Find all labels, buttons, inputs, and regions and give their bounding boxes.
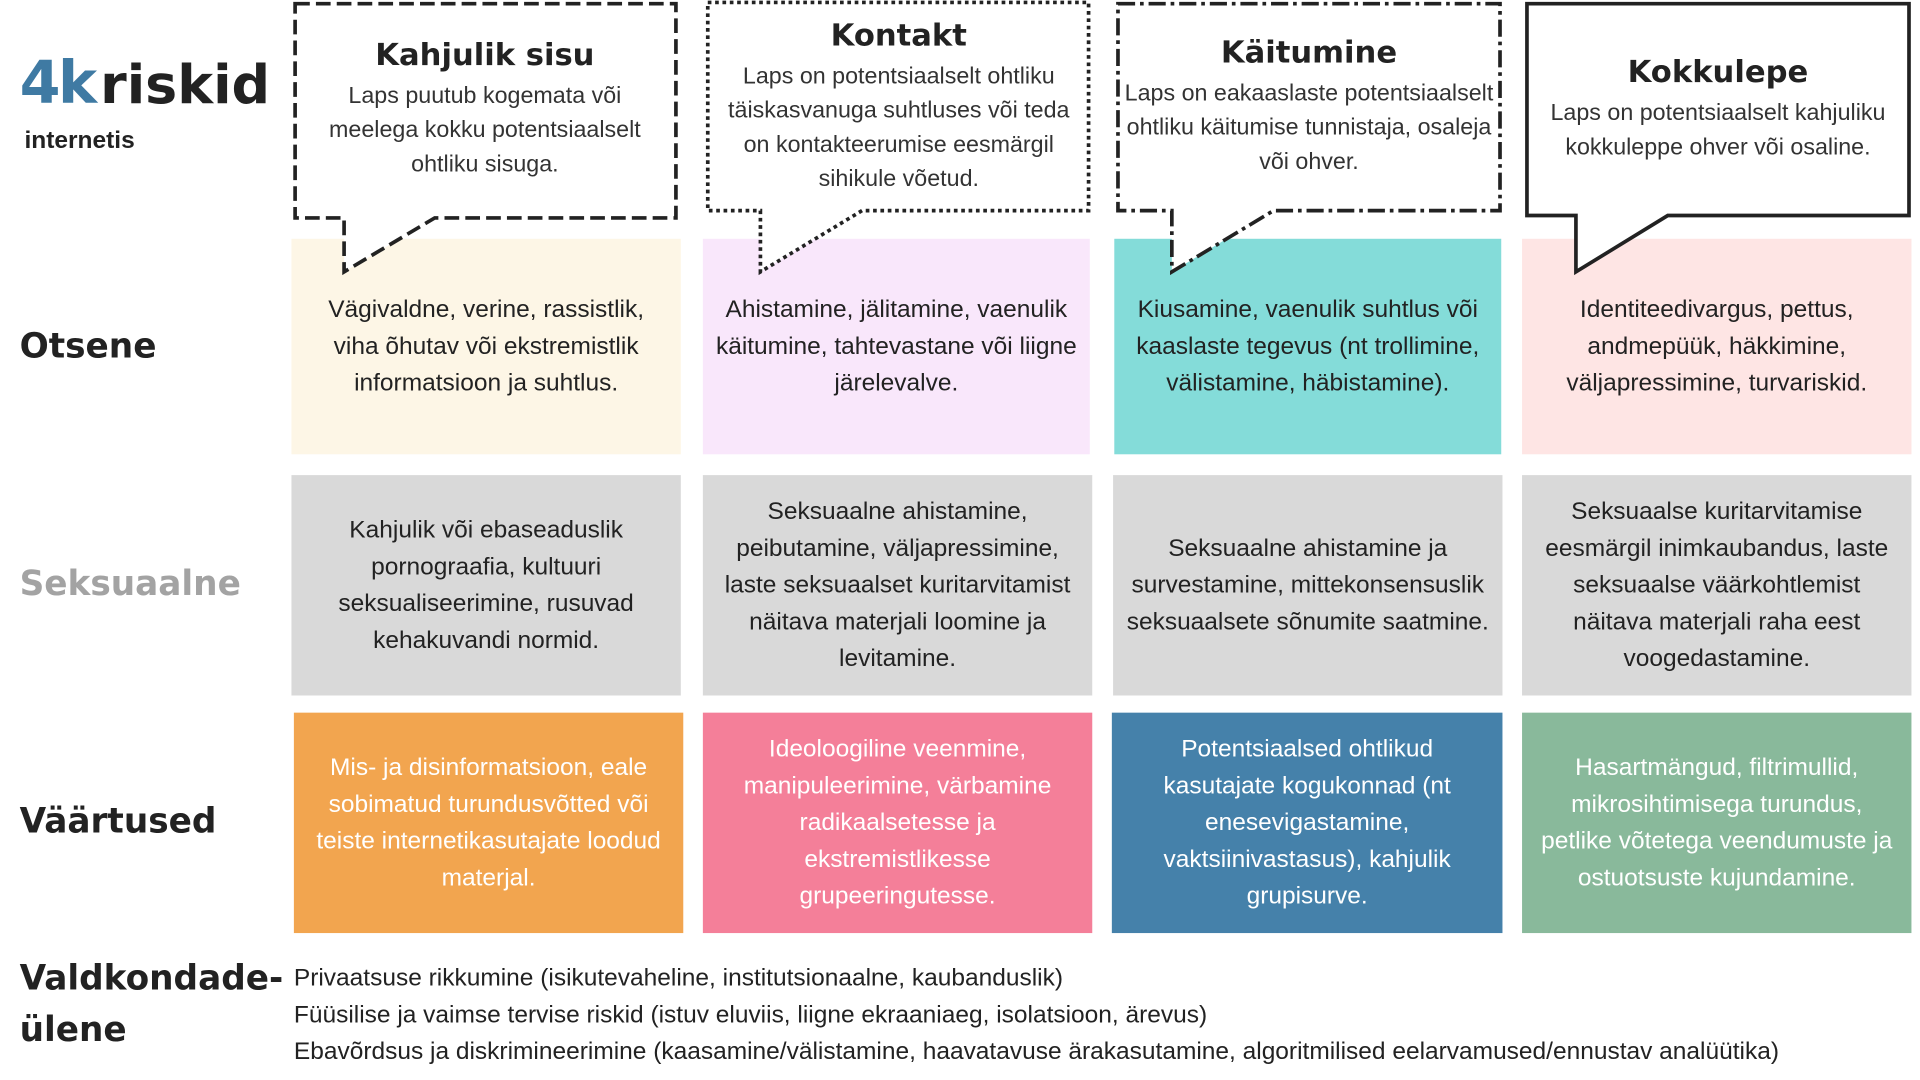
- logo-word: riskid: [100, 53, 271, 117]
- cell-values-contact: Ideoloogiline veenmine, manipuleerimine, värbamine radikaalsetesse ja ekstremistlikesse grupeeringutesse.: [703, 713, 1092, 933]
- column-title-conduct: Käitumine: [1220, 34, 1398, 70]
- column-title-harmful-content: Kahjulik sisu: [375, 36, 595, 73]
- cell-sexual-harmful-content: Kahjulik või ebaseaduslik pornograafia, kultuuri seksualiseerimine, rusuvad kehakuvandi normid.: [291, 475, 680, 695]
- cell-sexual-contract: Seksuaalse kuritarvitamise eesmärgil inimkaubandus, laste seksuaalse väärkohtlemist näitava materjali raha eest voogedastamine.: [1522, 475, 1911, 695]
- cell-values-conduct: Potentsiaalsed ohtlikud kasutajate kogukonnad (nt enesevigastamine, vaktsiinivastasus), kahjulik grupisurve.: [1112, 713, 1503, 933]
- cell-direct-contact: Ahistamine, jälitamine, vaenulik käitumine, tahtevastane või liigne järelevalve.: [703, 239, 1090, 455]
- cross-item-health: Füüsilise ja vaimse tervise riskid (istuv eluviis, liigne ekraaniaeg, isolatsioon, ärevus): [293, 1001, 1208, 1029]
- cell-values-harmful-content: Mis- ja disinformatsioon, eale sobimatud turundusvõtted või teiste internetikasutajate loodud materjal.: [294, 713, 683, 933]
- bubble-contact-text: [714, 17, 1084, 197]
- bubble-contract-text: [1533, 54, 1903, 165]
- bubble-conduct-text: [1124, 34, 1494, 180]
- cross-cutting-list: [294, 960, 1779, 1070]
- logo-subtitle: internetis: [24, 127, 135, 155]
- row-label-cross: Valdkondade- ülene: [19, 957, 284, 1050]
- column-title-contract: Kokkulepe: [1627, 53, 1809, 90]
- cell-sexual-contact: Seksuaalne ahistamine, peibutamine, väljapressimine, laste seksuaalset kuritarvitamist näitava materjali loomine ja levitamine.: [703, 475, 1092, 695]
- cell-direct-conduct: Kiusamine, vaenulik suhtlus või kaaslaste tegevus (nt trollimine, välistamine, häbistamine).: [1114, 239, 1501, 455]
- logo-number: 4k: [19, 48, 95, 118]
- cell-direct-harmful-content: Vägivaldne, verine, rassistlik, viha õhutav või ekstremistlik informatsioon ja suhtlus.: [291, 239, 680, 455]
- row-label-values: Väärtused: [19, 800, 217, 842]
- row-label-direct: Otsene: [19, 325, 157, 367]
- column-description-conduct: Laps on eakaaslaste potentsiaalselt ohtliku käitumise tunnistaja, osaleja või ohver.: [1124, 80, 1494, 176]
- column-description-contact: Laps on potentsiaalselt ohtliku täiskasvanuga suhtluses või teda on kontakteerumise eesmärgil sihikule võetud.: [728, 63, 1070, 193]
- column-description-harmful-content: Laps puutub kogemata või meelega kokku potentsiaalselt ohtliku sisuga.: [329, 83, 641, 178]
- column-description-contract: Laps on potentsiaalselt kahjuliku kokkuleppe ohver või osaline.: [1550, 100, 1886, 161]
- cross-item-inequality: Ebavõrdsus ja diskrimineerimine (kaasamine/välistamine, haavatavuse ärakasutamine, algoritmilised eelarvamused/ennustav analüütika): [293, 1038, 1779, 1066]
- column-title-contact: Kontakt: [830, 17, 967, 53]
- cell-values-contract: Hasartmängud, filtrimullid, mikrosihtimisega turundus, petlike võtetega veendumuste ja ostuotsuste kujundamine.: [1522, 713, 1911, 933]
- row-label-sexual: Seksuaalne: [19, 563, 241, 604]
- cell-sexual-conduct: Seksuaalne ahistamine ja survestamine, mittekonsensuslik seksuaalsete sõnumite saatmine.: [1113, 475, 1502, 695]
- cross-item-privacy: Privaatsuse rikkumine (isikutevaheline, institutsionaalne, kaubanduslik): [293, 964, 1063, 992]
- cell-direct-contract: Identiteedivargus, pettus, andmepüük, häkkimine, väljapressimine, turvariskid.: [1522, 239, 1911, 455]
- bubble-harmful-content-text: [301, 37, 668, 183]
